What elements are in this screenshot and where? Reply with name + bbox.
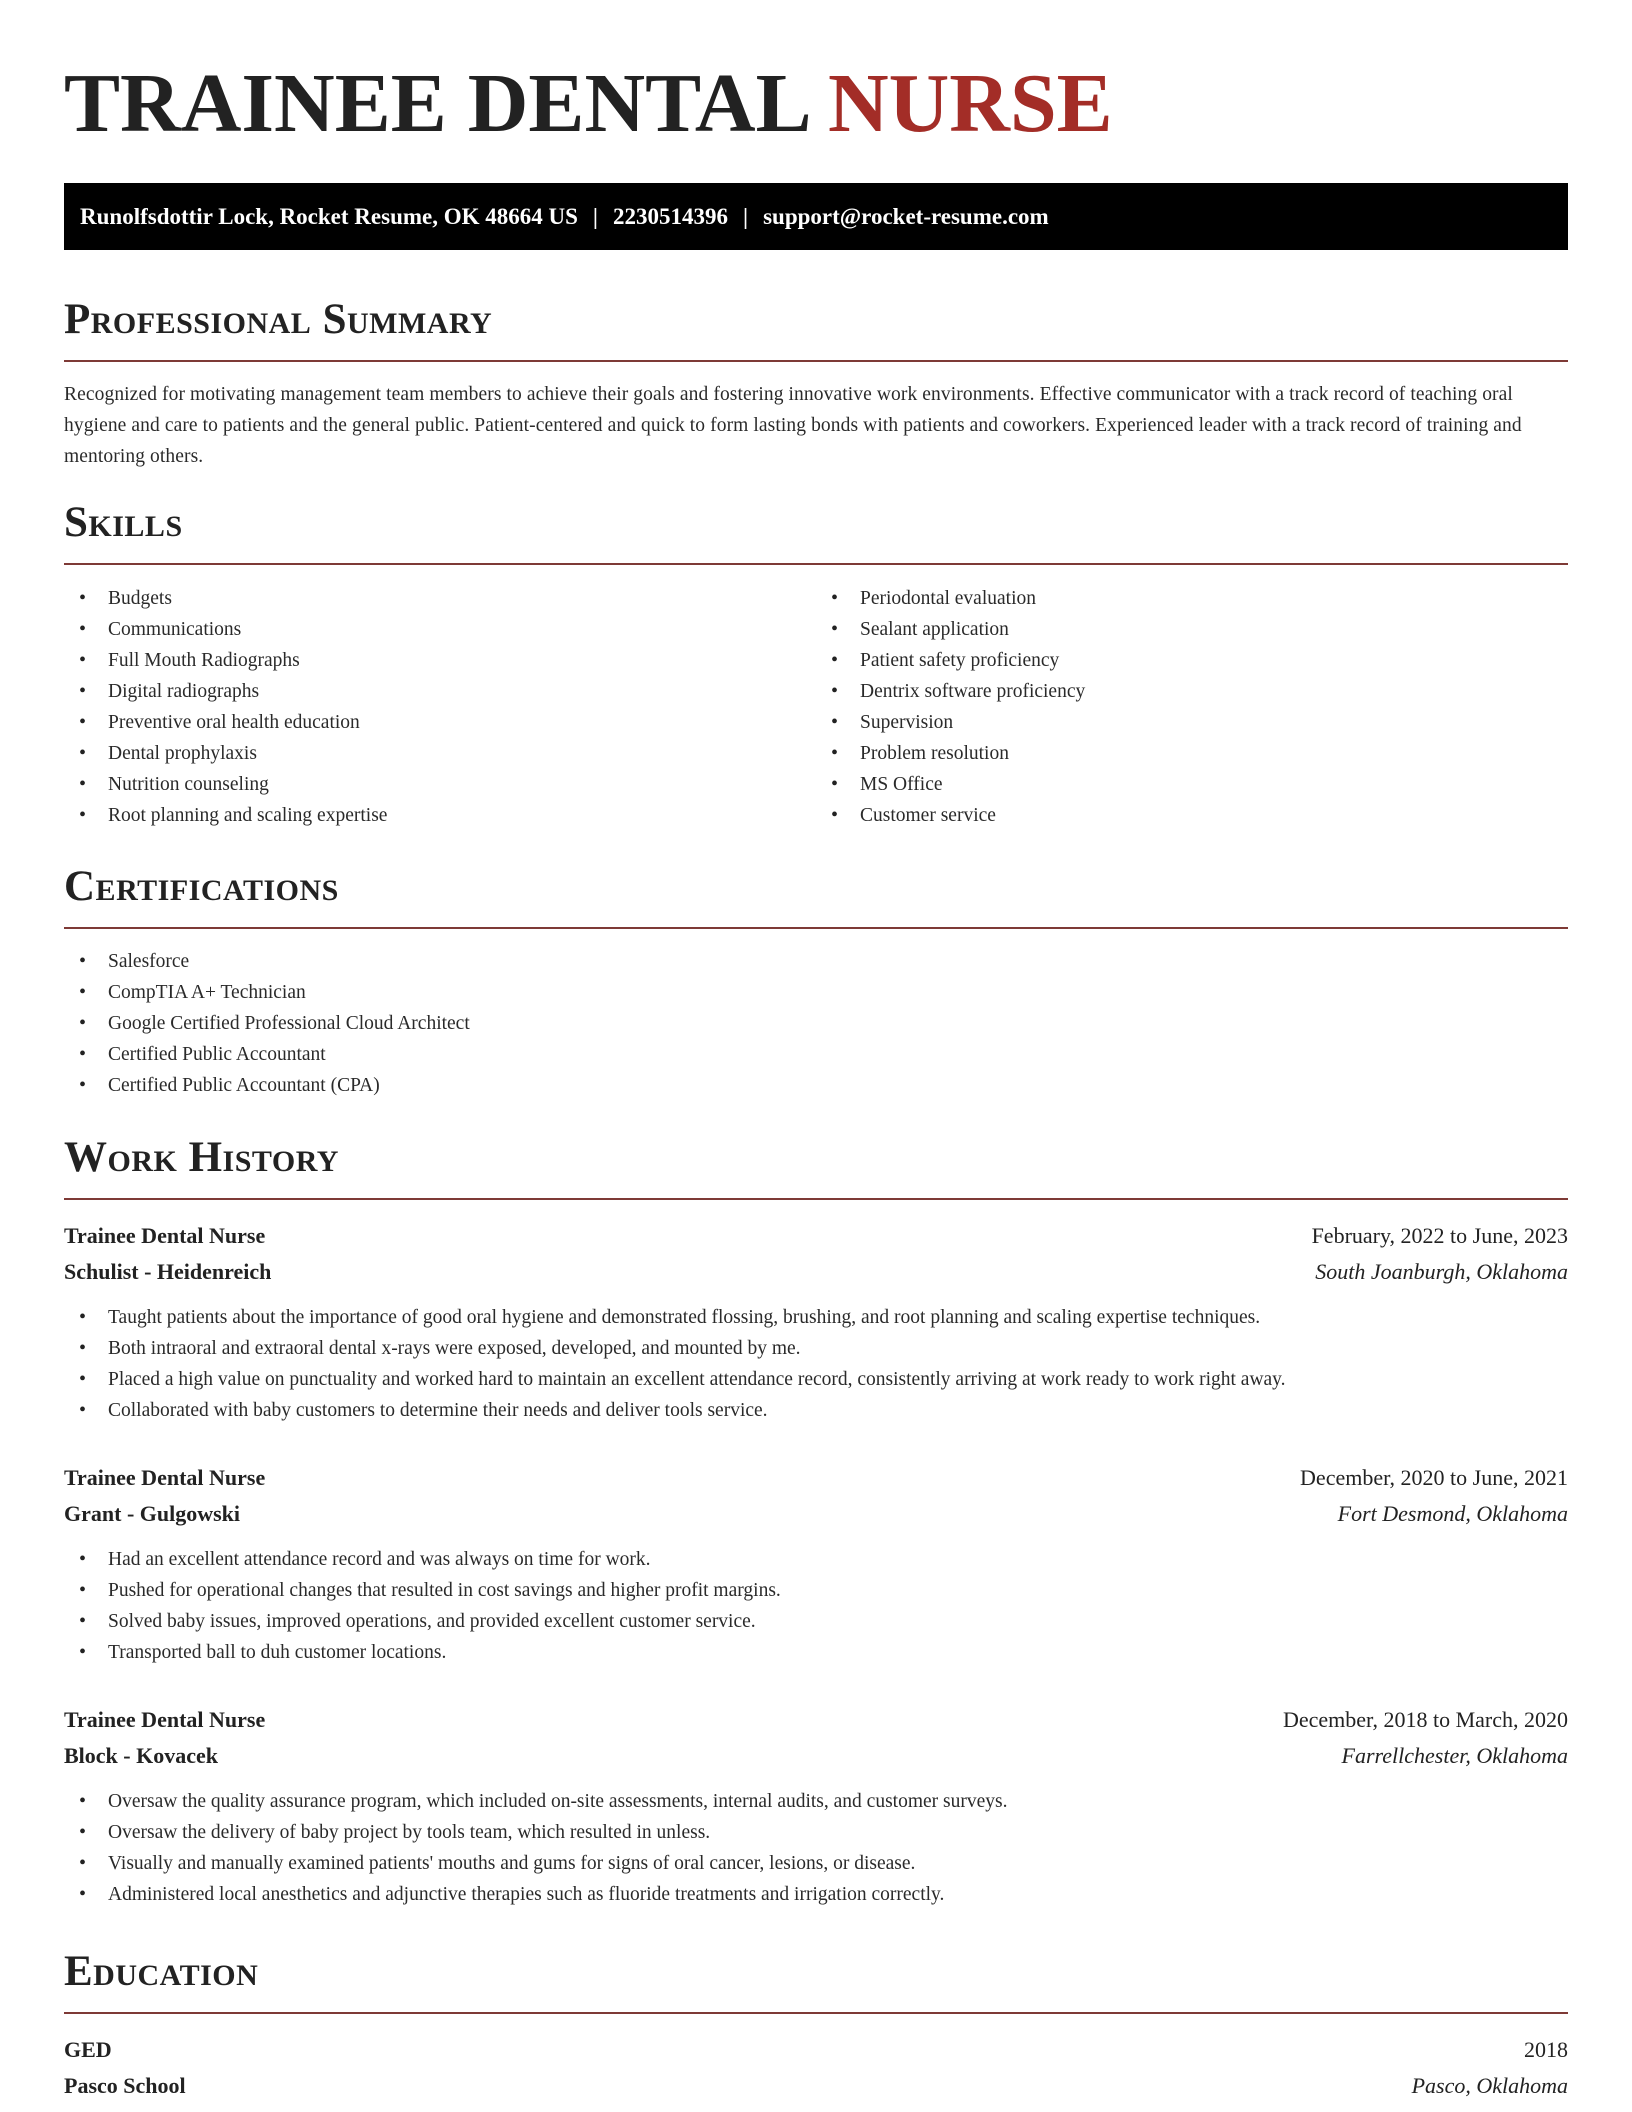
section-title-certifications: Certifications [64, 863, 339, 910]
skills-list-left [64, 583, 816, 831]
contact-phone[interactable]: 2230514396 [613, 203, 728, 229]
job-header-row [64, 1460, 1568, 1496]
name-main: TRAINEE DENTAL [64, 57, 807, 150]
job-entry [64, 1702, 1568, 1910]
certifications-section [64, 861, 1568, 1101]
job-dates: December, 2020 to June, 2021 [1300, 1465, 1568, 1490]
job-employer: Grant - Gulgowski [64, 1501, 241, 1526]
skill-item: • Problem resolution [816, 738, 1568, 769]
skill-item: • MS Office [816, 769, 1568, 800]
skill-item: • Dental prophylaxis [64, 738, 816, 769]
skill-item: • Sealant application [816, 614, 1568, 645]
skill-item: • Communications [64, 614, 816, 645]
job-header-row [64, 1218, 1568, 1254]
job-location: Farrellchester, Oklahoma [1341, 1743, 1568, 1768]
section-title-work-history: Work History [64, 1134, 339, 1181]
education-school: Pasco School [64, 2073, 186, 2098]
education-header-row [64, 2032, 1568, 2068]
certifications-list [64, 946, 1568, 1101]
job-employer-row [64, 1496, 1568, 1532]
section-divider [64, 927, 1568, 929]
job-duty-item: • Placed a high value on punctuality and worked hard to maintain an excellent attendance record, consistently arriving at work ready to work right away. [64, 1364, 1568, 1395]
job-duty-item: • Administered local anesthetics and adjunctive therapies such as fluoride treatments and irrigation correctly. [64, 1879, 1568, 1910]
job-duty-item: • Had an excellent attendance record and was always on time for work. [64, 1544, 1568, 1575]
job-duty-item: • Oversaw the delivery of baby project by tools team, which resulted in unless. [64, 1817, 1568, 1848]
section-divider [64, 563, 1568, 565]
job-dates: December, 2018 to March, 2020 [1282, 1707, 1568, 1732]
name-accent: NURSE [827, 57, 1113, 150]
contact-address: Runolfsdottir Lock, Rocket Resume, OK 48664 US [80, 203, 578, 229]
skill-item: • Supervision [816, 707, 1568, 738]
job-entry [64, 1460, 1568, 1668]
skill-item: • Root planning and scaling expertise [64, 800, 816, 831]
certification-item: • CompTIA A+ Technician [64, 977, 1568, 1008]
certification-item: • Google Certified Professional Cloud Architect [64, 1008, 1568, 1039]
skill-item: • Preventive oral health education [64, 707, 816, 738]
job-employer: Block - Kovacek [64, 1743, 218, 1768]
skill-item: • Periodontal evaluation [816, 583, 1568, 614]
contact-separator: | [743, 203, 749, 229]
skills-section [64, 497, 1568, 831]
skills-list-right [816, 583, 1568, 831]
skill-item: • Patient safety proficiency [816, 645, 1568, 676]
section-title-summary: Professional Summary [64, 296, 493, 343]
work-history-section [64, 1132, 1568, 1910]
job-duties-list [64, 1544, 1568, 1668]
education-location: Pasco, Oklahoma [1411, 2073, 1568, 2098]
skills-columns [64, 583, 1568, 831]
job-duty-item: • Taught patients about the importance of good oral hygiene and demonstrated flossing, brushing, and root planning and scaling expertise techniques. [64, 1302, 1568, 1333]
certification-item: • Certified Public Accountant [64, 1039, 1568, 1070]
job-duty-item: • Solved baby issues, improved operations, and provided excellent customer service. [64, 1606, 1568, 1637]
section-title-education: Education [64, 1948, 259, 1995]
job-duty-item: • Collaborated with baby customers to determine their needs and deliver tools service. [64, 1395, 1568, 1426]
skill-item: • Customer service [816, 800, 1568, 831]
skills-column-left [64, 583, 816, 831]
education-year: 2018 [1524, 2037, 1568, 2062]
skill-item: • Full Mouth Radiographs [64, 645, 816, 676]
professional-summary-section [64, 294, 1568, 472]
contact-email[interactable]: support@rocket-resume.com [763, 203, 1049, 229]
job-location: Fort Desmond, Oklahoma [1337, 1501, 1568, 1526]
job-entry [64, 1218, 1568, 1426]
skill-item: • Budgets [64, 583, 816, 614]
section-divider [64, 360, 1568, 362]
education-school-row [64, 2068, 1568, 2104]
job-duty-item: • Transported ball to duh customer locations. [64, 1637, 1568, 1668]
job-duties-list [64, 1302, 1568, 1426]
certification-item: • Salesforce [64, 946, 1568, 977]
summary-text: Recognized for motivating management team members to achieve their goals and fostering innovative work environments. Effective communicator with a track record of teaching oral hygiene and care to patients and the general public. Patient-centered and quick to form lasting bonds with patients and coworkers. Experienced leader with a track record of training and mentoring others. [64, 384, 1522, 467]
education-entry [64, 2032, 1568, 2104]
job-duty-item: • Pushed for operational changes that resulted in cost savings and higher profit margins. [64, 1575, 1568, 1606]
resume-name [64, 54, 1568, 154]
job-dates: February, 2022 to June, 2023 [1311, 1223, 1568, 1248]
skills-column-right [816, 583, 1568, 831]
job-duty-item: • Oversaw the quality assurance program, which included on-site assessments, internal audits, and customer surveys. [64, 1786, 1568, 1817]
education-section [64, 1946, 1568, 2104]
section-title-skills: Skills [64, 499, 183, 546]
job-header-row [64, 1702, 1568, 1738]
job-title: Trainee Dental Nurse [64, 1223, 266, 1248]
skill-item: • Digital radiographs [64, 676, 816, 707]
job-employer-row [64, 1738, 1568, 1774]
education-degree: GED [64, 2037, 112, 2062]
job-duty-item: • Both intraoral and extraoral dental x-rays were exposed, developed, and mounted by me. [64, 1333, 1568, 1364]
job-employer: Schulist - Heidenreich [64, 1259, 272, 1284]
skill-item: • Nutrition counseling [64, 769, 816, 800]
job-employer-row [64, 1254, 1568, 1290]
section-divider [64, 2012, 1568, 2014]
job-title: Trainee Dental Nurse [64, 1465, 266, 1490]
job-duty-item: • Visually and manually examined patients' mouths and gums for signs of oral cancer, lesions, or disease. [64, 1848, 1568, 1879]
contact-separator: | [592, 203, 598, 229]
skill-item: • Dentrix software proficiency [816, 676, 1568, 707]
job-title: Trainee Dental Nurse [64, 1707, 266, 1732]
job-location: South Joanburgh, Oklahoma [1315, 1259, 1568, 1284]
section-divider [64, 1198, 1568, 1200]
job-duties-list [64, 1786, 1568, 1910]
certification-item: • Certified Public Accountant (CPA) [64, 1070, 1568, 1101]
contact-bar [64, 183, 1568, 250]
